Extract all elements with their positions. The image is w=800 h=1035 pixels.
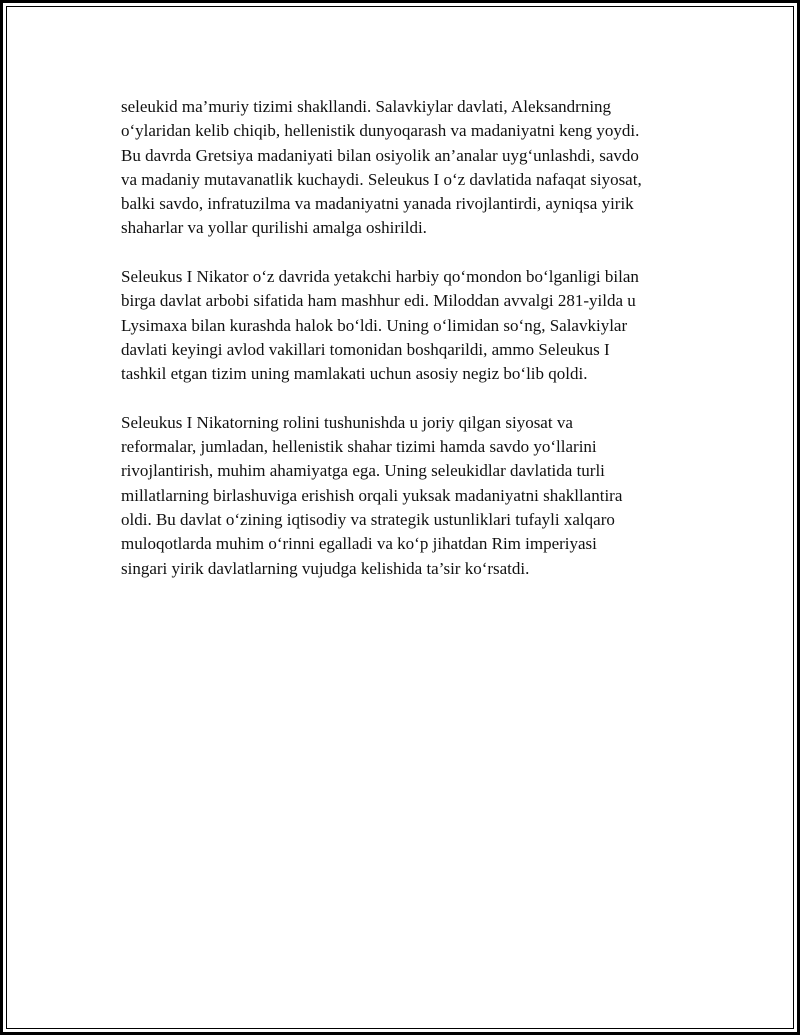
document-body [121, 95, 693, 605]
paragraph-2: Seleukus I Nikator o‘z davrida yetakchi harbiy qo‘mondon bo‘lganligi bilan birga davlat arbobi sifatida ham mashhur edi. Miloddan avvalgi 281-yilda u Lysimaxa bilan kurashda halok bo‘ldi. Uning o‘limidan so‘ng, Salavkiylar davlati keyingi avlod vakillari tomonidan boshqarildi, ammo Seleukus I tashkil etgan tizim uning mamlakati uchun asosiy negiz bo‘lib qoldi. [121, 267, 639, 384]
paragraph-1: seleukid ma’muriy tizimi shakllandi. Salavkiylar davlati, Aleksandrning o‘ylaridan kelib chiqib, hellenistik dunyoqarash va madaniyatni keng yoydi. Bu davrda Gretsiya madaniyati bilan osiyolik an’analar uyg‘unlashdi, savdo va madaniy mutavanatlik kuchaydi. Seleukus I o‘z davlatida nafaqat siyosat, balki savdo, infratuzilma va madaniyatni yanada rivojlantirdi, ayniqsa yirik shaharlar va yollar qurilishi amalga oshirildi. [121, 97, 642, 238]
paragraph-3: Seleukus I Nikatorning rolini tushunishda u joriy qilgan siyosat va reformalar, jumladan, hellenistik shahar tizimi hamda savdo yo‘llarini rivojlantirish, muhim ahamiyatga ega. Uning seleukidlar davlatida turli millatlarning birlashuviga erishish orqali yuksak madaniyatni shakllantira oldi. Bu davlat o‘zining iqtisodiy va strategik ustunliklari tufayli xalqaro muloqotlarda muhim o‘rinni egalladi va ko‘p jihatdan Rim imperiyasi singari yirik davlatlarning vujudga kelishida ta’sir ko‘rsatdi. [121, 412, 623, 578]
